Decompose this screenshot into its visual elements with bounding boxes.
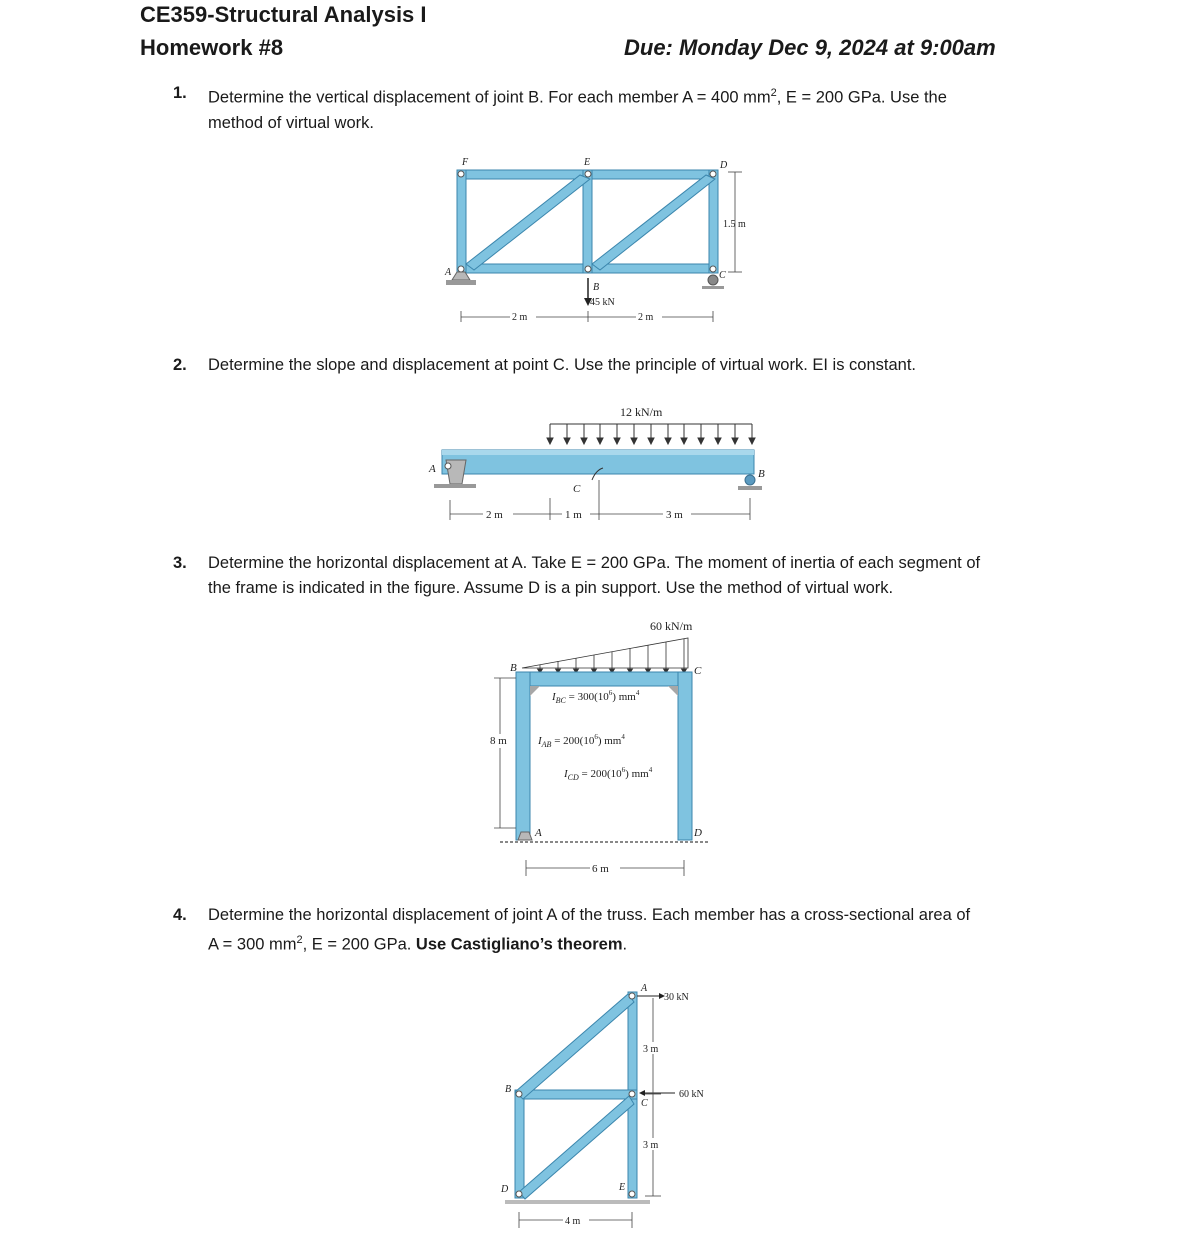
problem-3-frame-figure (480, 612, 740, 882)
problem-1-number: 1. (173, 84, 187, 102)
height-label: 8 m (490, 735, 507, 747)
i-cd-label: $I_{CD} = 200(10^6)$ $mm^4$ (564, 766, 653, 782)
label-d: D (694, 827, 702, 839)
course-title: CE359-Structural Analysis I (140, 2, 427, 27)
h-top-label: 3 m (643, 1044, 659, 1055)
label-e: E (584, 157, 591, 168)
problem-4-truss-figure (495, 980, 725, 1240)
label-f: F (462, 157, 469, 168)
problem-3-text-line2: the frame is indicated in the figure. Assume D is a pin support. Use the method of virtual work. (208, 579, 894, 597)
label-c: C (694, 665, 702, 677)
height-label: 1.5 m (723, 219, 746, 230)
label-b: B (510, 662, 517, 674)
load-top-label: 30 kN (664, 992, 689, 1003)
label-a: A (641, 983, 648, 994)
load-label: 45 kN (590, 297, 615, 308)
problem-1-text-b: , E = 200 GPa. Use the (776, 88, 947, 107)
truss-members (515, 992, 637, 1199)
problem-4-text-line1: Determine the horizontal displacement of joint A of the truss. Each member has a cross-sectional area of (208, 906, 971, 924)
label-d: D (720, 160, 728, 171)
problem-2-number: 2. (173, 356, 187, 374)
problem-1-text (208, 81, 947, 136)
width-label: 4 m (565, 1216, 581, 1227)
problem-3-text (208, 551, 980, 601)
i-ab-label: $I_{AB} = 200(10^6)$ $mm^4$ (538, 733, 625, 749)
member-ab (515, 994, 634, 1099)
udl-arrows (547, 424, 755, 444)
label-b: B (758, 468, 765, 480)
width-label: 6 m (592, 863, 609, 875)
ground (505, 1200, 650, 1204)
problem-4-text-a: A = 300 mm (208, 935, 297, 954)
problem-4-text-bold: Use Castigliano’s theorem (415, 935, 623, 954)
label-b: B (505, 1084, 512, 1095)
span-right-label: 2 m (638, 312, 654, 323)
pin-support-a (518, 832, 532, 840)
span-left-label: 2 m (512, 312, 528, 323)
member-bc (516, 672, 692, 686)
due-date: Due: Monday Dec 9, 2024 at 9:00am (624, 35, 996, 60)
problem-4-text (208, 903, 970, 958)
problem-1-text-line2: method of virtual work. (208, 113, 374, 132)
dim-a-label: 2 m (486, 509, 503, 521)
label-c: C (719, 270, 726, 281)
homework-title: Homework #8 (140, 35, 284, 60)
member-ab (516, 672, 530, 840)
label-a: A (429, 463, 436, 475)
member-dc (519, 1096, 634, 1199)
problem-4-text-end: . (622, 935, 628, 954)
problem-1-truss-figure (430, 150, 790, 330)
member-be (583, 170, 592, 273)
problem-4-text-b: , E = 200 GPa. (302, 935, 416, 954)
load-arrow-c (639, 1090, 645, 1096)
load-mid-label: 60 kN (679, 1089, 704, 1100)
member-cd (709, 170, 718, 273)
udl-label: 12 kN/m (620, 405, 663, 419)
load-label: 60 kN/m (650, 619, 693, 633)
problem-3-text-line1: Determine the horizontal displacement at A. Take E = 200 GPa. The moment of inertia of each segment of (208, 554, 981, 572)
member-cd (678, 672, 692, 840)
truss-members (457, 170, 718, 273)
member-bd (592, 175, 715, 270)
label-c: C (641, 1098, 648, 1109)
problem-1-sup: 2 (770, 87, 777, 99)
problem-2-beam-figure (410, 398, 780, 528)
problem-4-sup: 2 (296, 934, 303, 946)
problem-4-number: 4. (173, 906, 187, 924)
h-bot-label: 3 m (643, 1140, 659, 1151)
dim-b-label: 1 m (565, 509, 582, 521)
problem-2-text: Determine the slope and displacement at point C. Use the principle of virtual work. EI is constant. (208, 356, 917, 374)
label-c: C (573, 483, 581, 495)
label-a: A (535, 827, 542, 839)
member-bc (515, 1090, 637, 1099)
problem-3-number: 3. (173, 554, 187, 572)
problem-1-text-a: Determine the vertical displacement of joint B. For each member A = 400 mm (208, 88, 771, 107)
label-a: A (445, 267, 452, 278)
label-b: B (593, 282, 600, 293)
member-af (457, 170, 466, 273)
i-bc-label: $I_{BC} = 300(10^6)$ $mm^4$ (552, 689, 640, 705)
label-d: D (501, 1184, 509, 1195)
label-e: E (619, 1182, 626, 1193)
member-bd (515, 1090, 524, 1198)
dim-c-label: 3 m (666, 509, 683, 521)
member-ae (466, 175, 590, 270)
